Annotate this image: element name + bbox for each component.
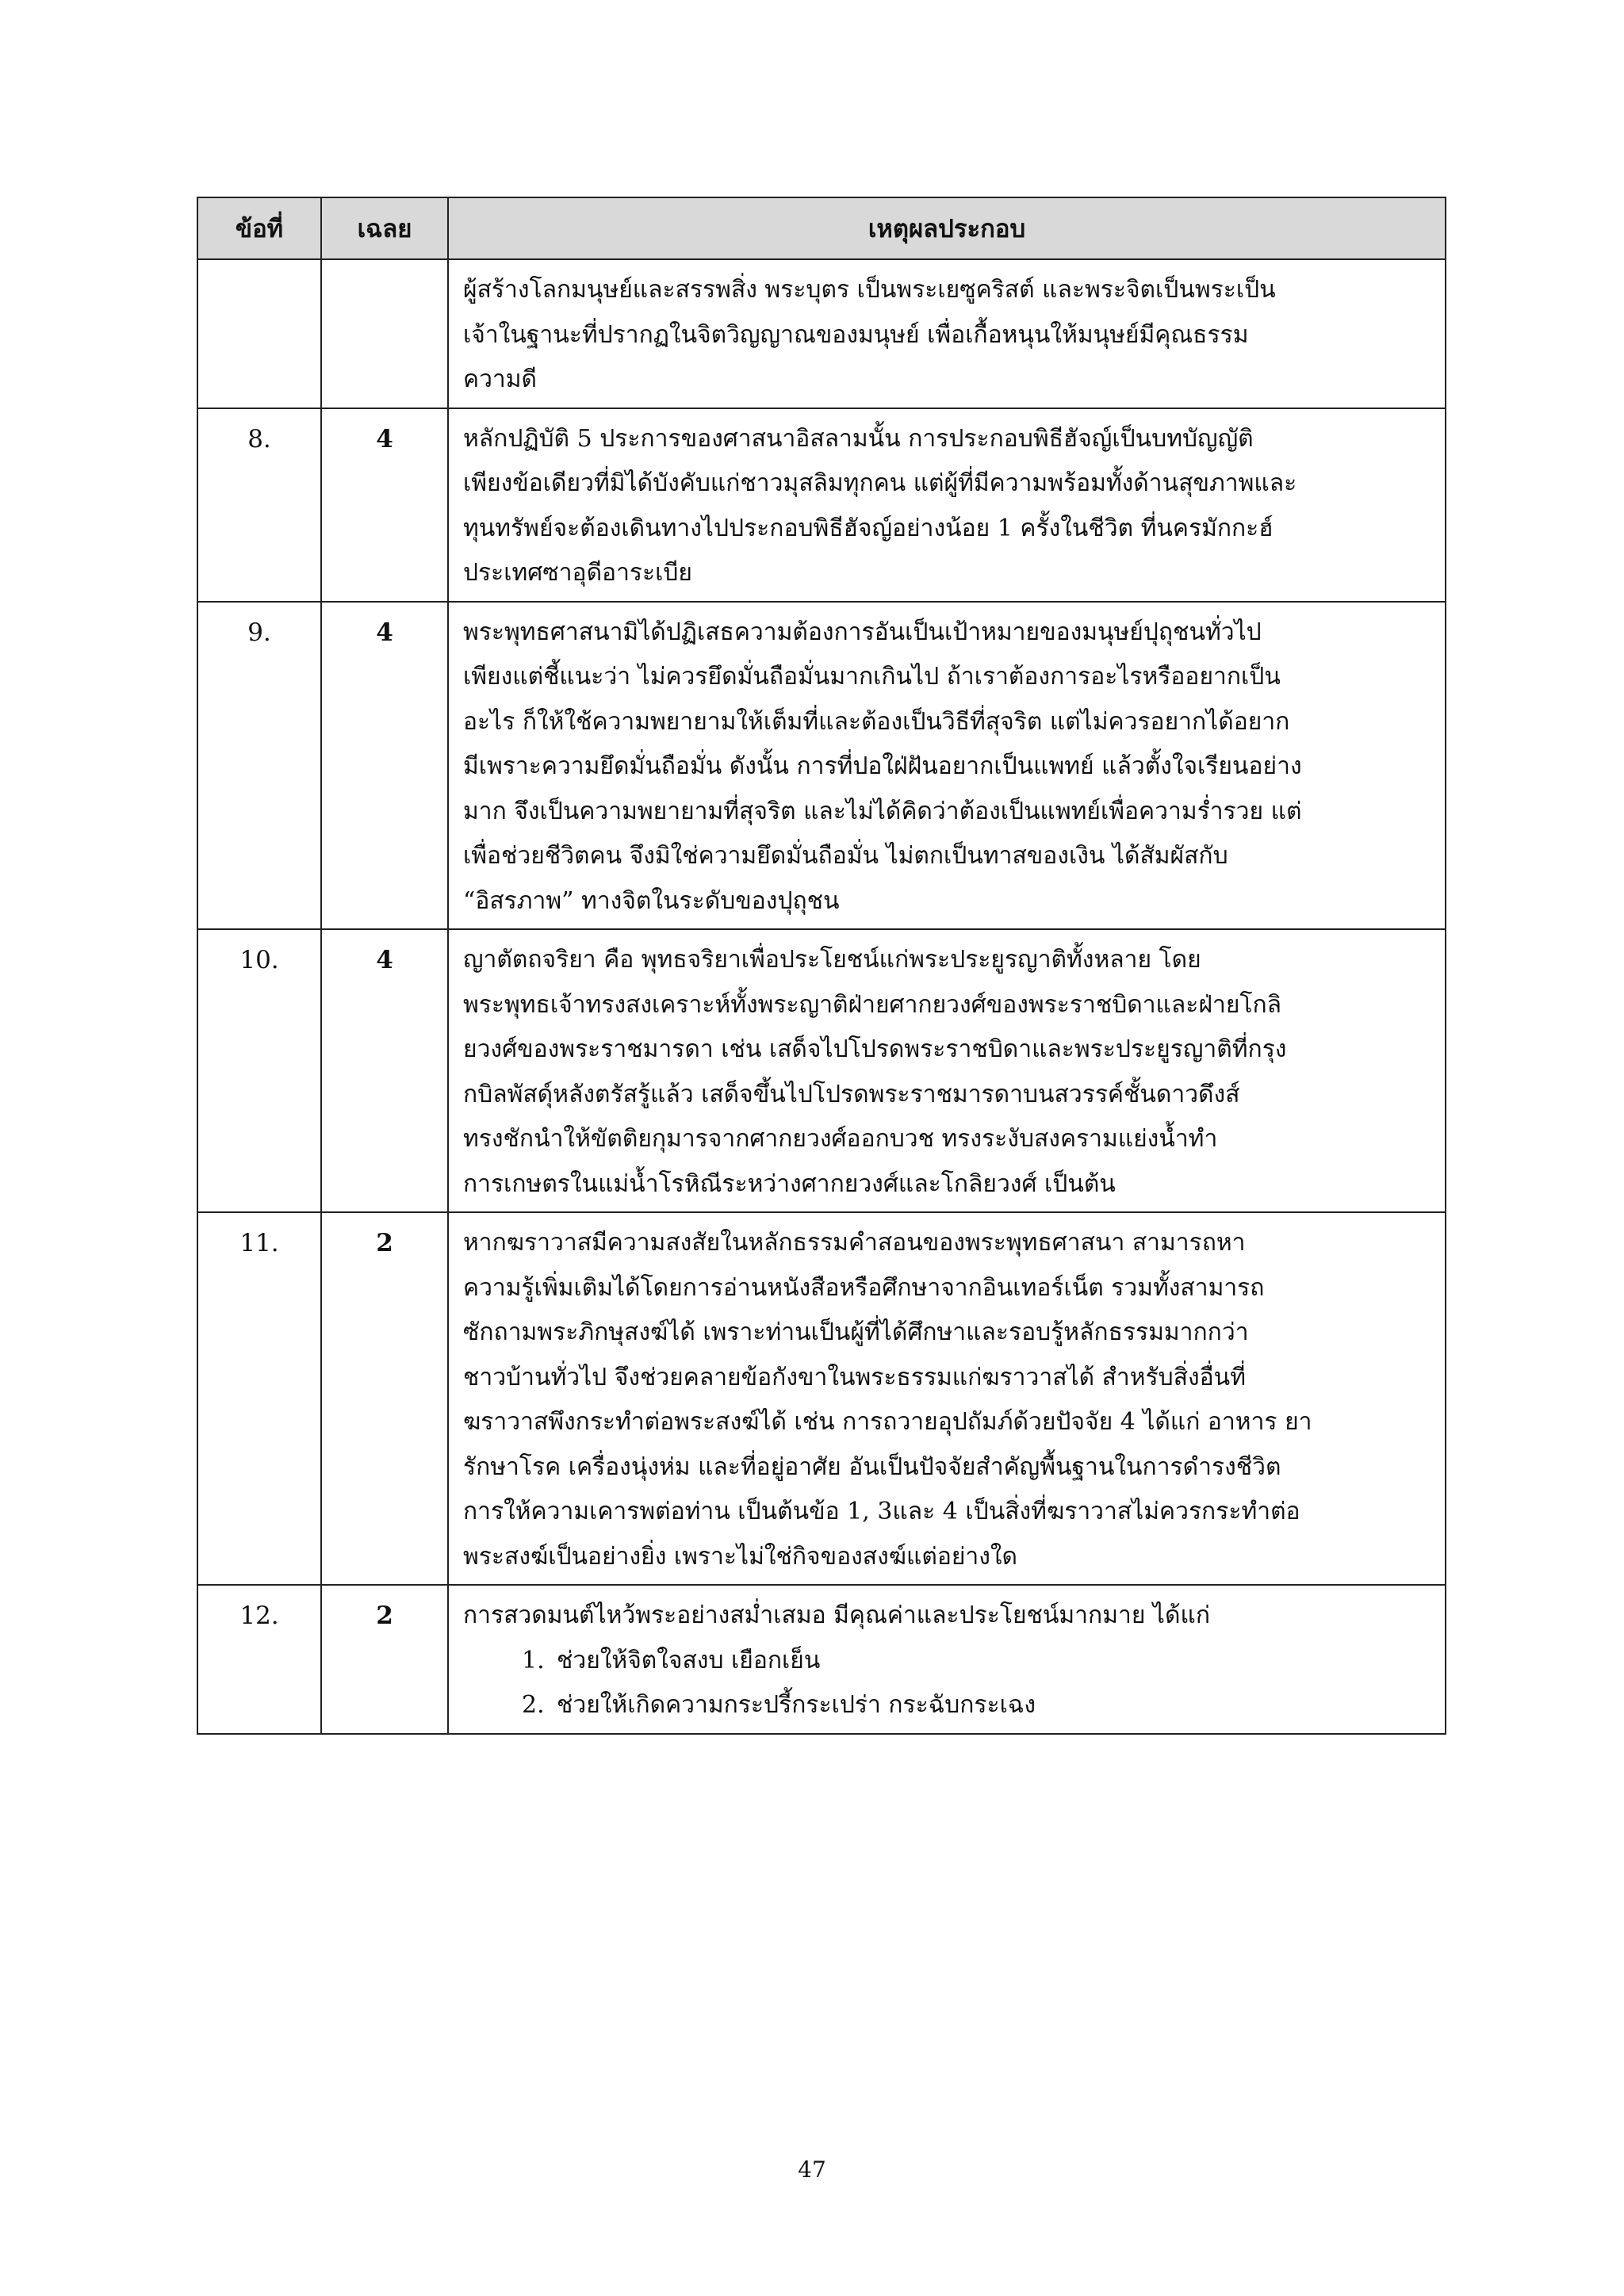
reason-line: ประเทศซาอุดีอาระเบีย [463,559,693,587]
row-number: 12. [197,1585,321,1734]
row-reason [448,1585,1446,1734]
list-item [463,1639,1434,1684]
table-row [197,929,1446,1212]
header-answer: เฉลย [321,197,448,259]
row-reason [448,259,1446,408]
reason-line: เจ้าในฐานะที่ปรากฏในจิตวิญญาณของมนุษย์ เพื่อเกื้อหนุนให้มนุษย์มีคุณธรรม [463,320,1249,349]
reason-line: มาก จึงเป็นความพยายามที่สุจริต และไม่ได้คิดว่าต้องเป็นแพทย์เพื่อความร่ำรวย แต่ [463,797,1302,825]
answer-table [197,197,1446,1735]
reason-line: พระพุทธศาสนามิได้ปฏิเสธความต้องการอันเป็นเป้าหมายของมนุษย์ปุถุชนทั่วไป [463,618,1262,646]
reason-line: เพียงแต่ชี้แนะว่า ไม่ควรยึดมั่นถือมั่นมากเกินไป ถ้าเราต้องการอะไรหรืออยากเป็น [463,663,1281,691]
reason-line: ทรงชักนำให้ขัตติยกุมารจากศากยวงศ์ออกบวช ทรงระงับสงครามแย่งน้ำทำ [463,1125,1218,1153]
header-row [197,197,1446,259]
reason-line: “อิสรภาพ” ทางจิตในระดับของปุถุชน [463,886,840,915]
page-number: 47 [798,2156,826,2183]
reason-line: ฆราวาสพึงกระทำต่อพระสงฆ์ได้ เช่น การถวายอุปถัมภ์ด้วยปัจจัย 4 ได้แก่ อาหาร ยา [463,1408,1312,1436]
reason-line: ยวงศ์ของพระราชมารดา เช่น เสด็จไปโปรดพระราชบิดาและพระประยูรญาติที่กรุง [463,1035,1287,1063]
reason-line: ผู้สร้างโลกมนุษย์และสรรพสิ่ง พระบุตร เป็นพระเยซูคริสต์ และพระจิตเป็นพระเป็น [463,276,1276,304]
reason-line: ญาตัตถจริยา คือ พุทธจริยาเพื่อประโยชน์แก่พระประยูรญาติทั้งหลาย โดย [463,946,1201,974]
reason-line: พระสงฆ์เป็นอย่างยิ่ง เพราะไม่ใช่กิจของสงฆ์แต่อย่างใด [463,1542,1018,1571]
reason-line: ทุนทรัพย์จะต้องเดินทางไปประกอบพิธีฮัจญ์อย่างน้อย 1 ครั้งในชีวิต ที่นครมักกะฮ์ [463,514,1274,542]
row-reason [448,1212,1446,1585]
row-answer [321,259,448,408]
list-item-number: 1. [522,1646,545,1674]
row-answer: 2 [321,1585,448,1734]
reason-line: หากฆราวาสมีความสงสัยในหลักธรรมคำสอนของพระพุทธศาสนา สามารถหา [463,1229,1246,1257]
row-number: 11. [197,1212,321,1585]
reason-line: การสวดมนต์ไหว้พระอย่างสม่ำเสมอ มีคุณค่าและประโยชน์มากมาย ได้แก่ [463,1601,1210,1629]
reason-line: หลักปฏิบัติ 5 ประการของศาสนาอิสลามนั้น การประกอบพิธีฮัจญ์เป็นบทบัญญัติ [463,424,1254,453]
list-item-text: ช่วยให้จิตใจสงบ เยือกเย็น [557,1646,821,1674]
row-number: 8. [197,408,321,602]
reason-line: กบิลพัสดุ์หลังตรัสรู้แล้ว เสด็จขึ้นไปโปรดพระราชมารดาบนสวรรค์ชั้นดาวดึงส์ [463,1080,1240,1108]
header-no: ข้อที่ [197,197,321,259]
row-answer: 2 [321,1212,448,1585]
reason-line: ความดี [463,365,538,393]
reason-line: เพียงข้อเดียวที่มิได้บังคับแก่ชาวมุสลิมทุกคน แต่ผู้ที่มีความพร้อมทั้งด้านสุขภาพและ [463,469,1297,497]
row-number: 10. [197,929,321,1212]
table-row [197,1585,1446,1734]
reason-line: ซักถามพระภิกษุสงฆ์ได้ เพราะท่านเป็นผู้ที่ได้ศึกษาและรอบรู้หลักธรรมมากกว่า [463,1318,1249,1346]
reason-line: อะไร ก็ให้ใช้ความพยายามให้เต็มที่และต้องเป็นวิธีที่สุจริต แต่ไม่ควรอยากได้อยาก [463,707,1290,736]
reason-line: ความรู้เพิ่มเติมได้โดยการอ่านหนังสือหรือศึกษาจากอินเทอร์เน็ต รวมทั้งสามารถ [463,1273,1265,1302]
row-reason [448,602,1446,930]
table-row [197,408,1446,602]
row-answer: 4 [321,602,448,930]
row-number [197,259,321,408]
table-row [197,1212,1446,1585]
table-row [197,602,1446,930]
list-item-number: 2. [522,1691,545,1719]
reason-line: การเกษตรในแม่น้ำโรหิณีระหว่างศากยวงศ์และโกลิยวงศ์ เป็นต้น [463,1169,1116,1198]
reason-line: พระพุทธเจ้าทรงสงเคราะห์ทั้งพระญาติฝ่ายศากยวงศ์ของพระราชบิดาและฝ่ายโกลิ [463,990,1282,1019]
reason-line: ชาวบ้านทั่วไป จึงช่วยคลายข้อกังขาในพระธรรมแก่ฆราวาสได้ สำหรับสิ่งอื่นที่ [463,1363,1246,1391]
header-reason: เหตุผลประกอบ [448,197,1446,259]
reason-line: มีเพราะความยึดมั่นถือมั่น ดังนั้น การที่ปอใฝ่ฝันอยากเป็นแพทย์ แล้วตั้งใจเรียนอย่าง [463,752,1302,780]
row-answer: 4 [321,408,448,602]
list-item-text: ช่วยให้เกิดความกระปรี้กระเปร่า กระฉับกระเฉง [557,1691,1036,1719]
reason-line: เพื่อช่วยชีวิตคน จึงมิใช่ความยึดมั่นถือมั่น ไม่ตกเป็นทาสของเงิน ได้สัมผัสกับ [463,842,1228,870]
row-reason [448,408,1446,602]
row-reason [448,929,1446,1212]
reason-line: รักษาโรค เครื่องนุ่งห่ม และที่อยู่อาศัย อันเป็นปัจจัยสำคัญพื้นฐานในการดำรงชีวิต [463,1452,1281,1481]
row-number: 9. [197,602,321,930]
reason-line: การให้ความเคารพต่อท่าน เป็นต้นข้อ 1, 3และ 4 เป็นสิ่งที่ฆราวาสไม่ควรกระทำต่อ [463,1498,1300,1525]
table-row [197,259,1446,408]
list-item [463,1683,1434,1728]
row-answer: 4 [321,929,448,1212]
